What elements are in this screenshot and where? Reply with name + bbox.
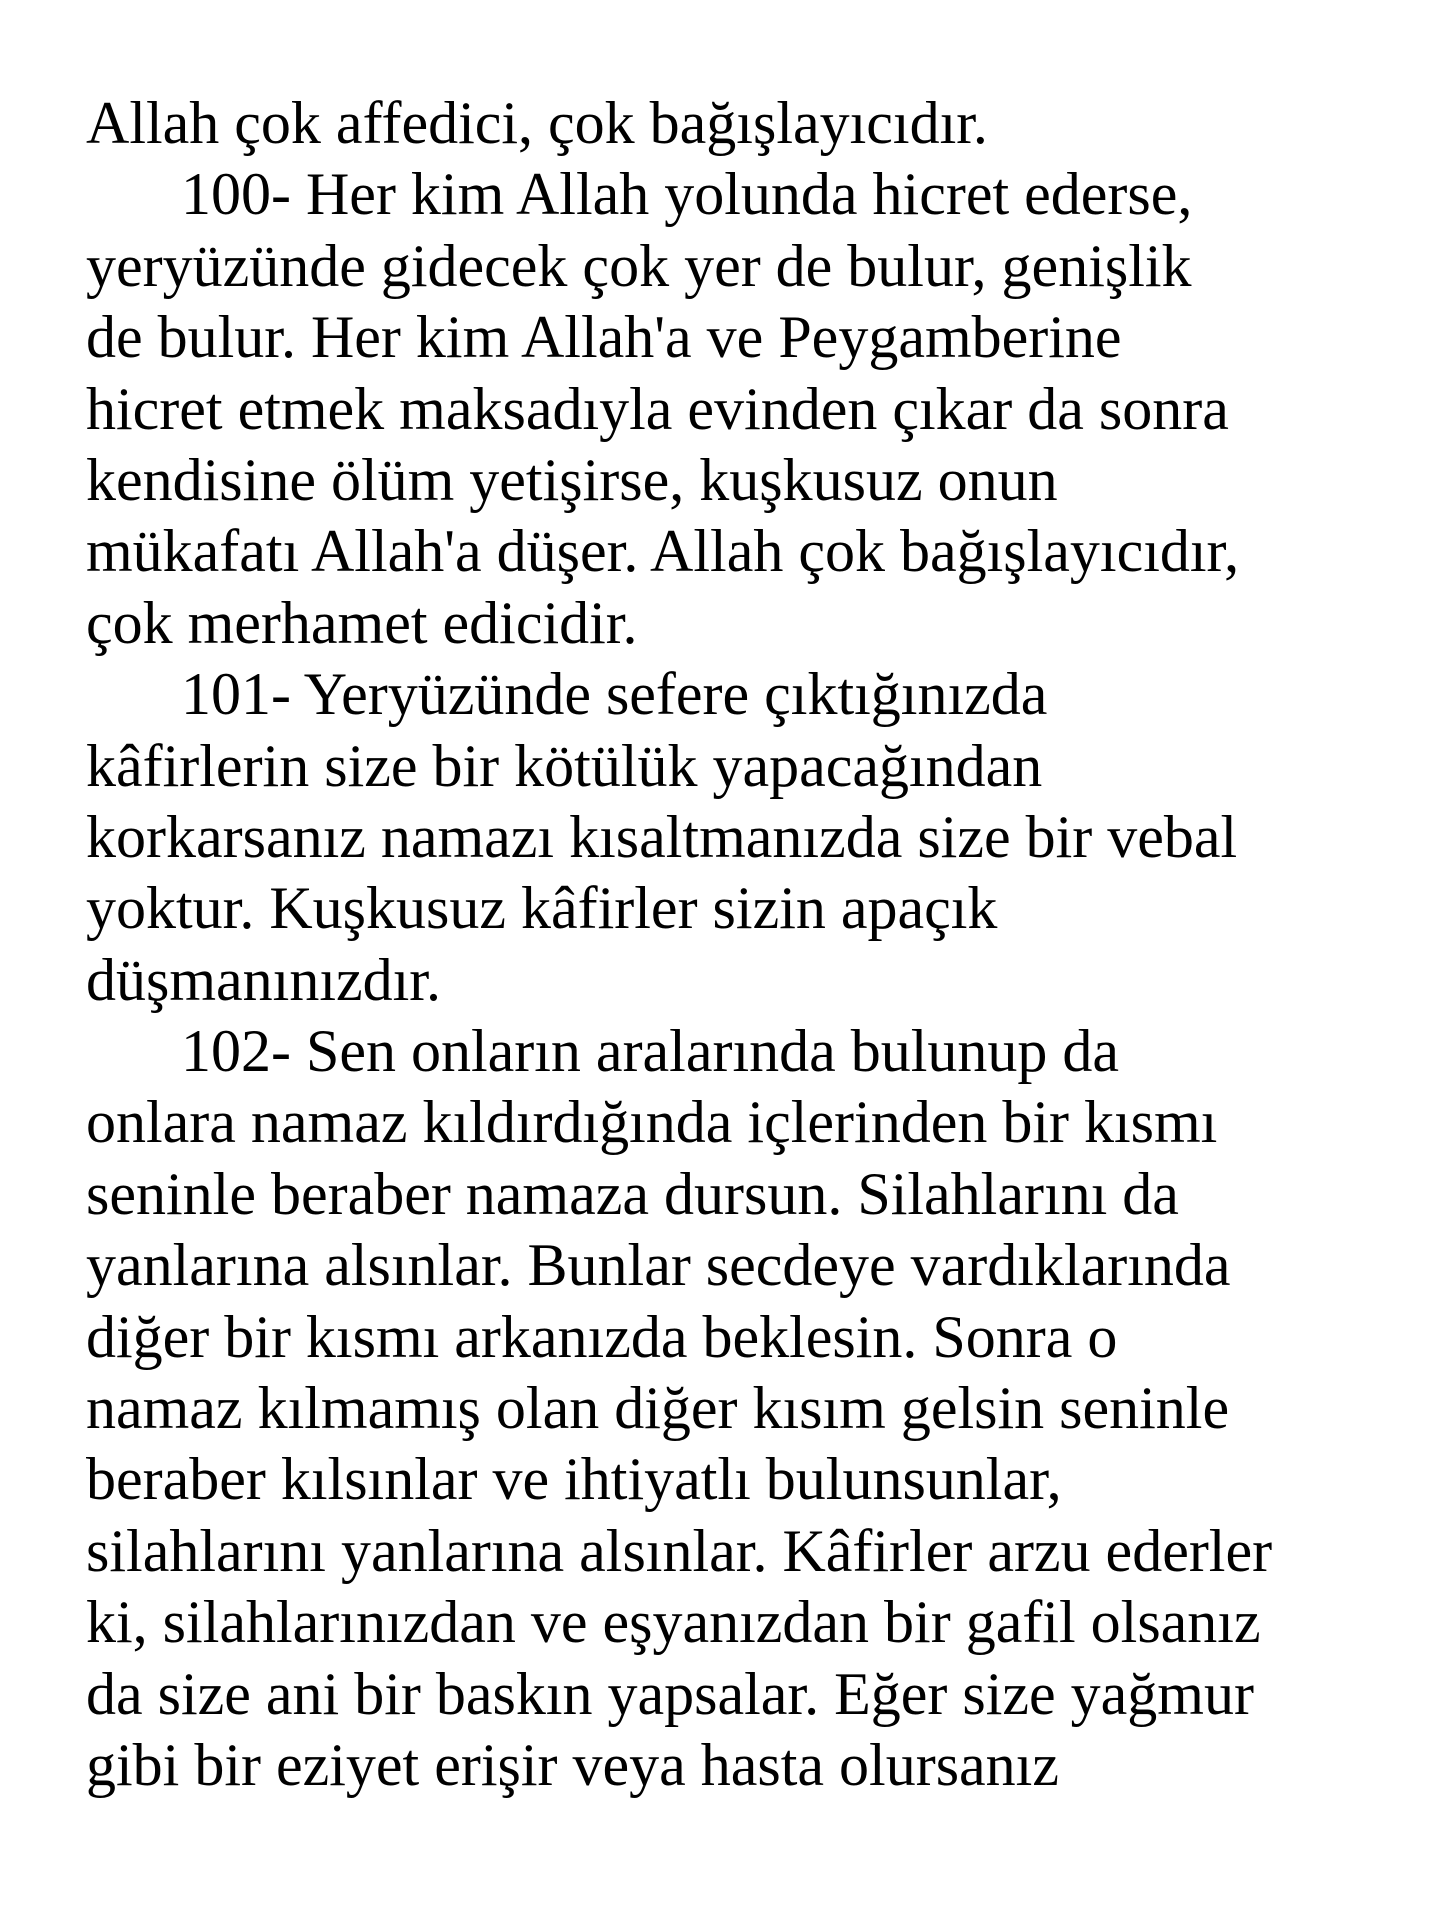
document-body (86, 88, 1406, 1801)
paragraph-first-line: 102- Sen onların aralarında bulunup da (181, 1018, 1120, 1085)
text-line: Allah çok affedici, çok bağışlayıcıdır. (86, 90, 988, 156)
text-line: namaz kılmamış olan diğer kısım gelsin seninle (86, 1375, 1230, 1442)
text-line: da size ani bir baskın yapsalar. Eğer size yağmur (86, 1660, 1254, 1727)
text-line: yoktur. Kuşkusuz kâfirler sizin apaçık (86, 875, 998, 942)
text-line: çok merhamet edicidir. (86, 589, 638, 656)
text-line: ki, silahlarınızdan ve eşyanızdan bir gafil olsanız (86, 1589, 1261, 1656)
text-line: hicret etmek maksadıyla evinden çıkar da sonra (86, 375, 1229, 442)
text-line: onlara namaz kıldırdığında içlerinden bir kısmı (86, 1089, 1218, 1156)
paragraph-first-line: 100- Her kim Allah yolunda hicret ederse, (181, 161, 1193, 228)
text-line: mükafatı Allah'a düşer. Allah çok bağışlayıcıdır, (86, 518, 1240, 585)
text-line: beraber kılsınlar ve ihtiyatlı bulunsunlar, (86, 1446, 1062, 1513)
text-line: yanlarına alsınlar. Bunlar secdeye vardıklarında (86, 1232, 1231, 1299)
text-line: kendisine ölüm yetişirse, kuşkusuz onun (86, 446, 1058, 513)
text-line: silahlarını yanlarına alsınlar. Kâfirler arzu ederler (86, 1517, 1273, 1584)
text-line: gibi bir eziyet erişir veya hasta olursanız (86, 1731, 1059, 1798)
text-line: de bulur. Her kim Allah'a ve Peygamberine (86, 304, 1122, 371)
text-line: düşmanınızdır. (86, 946, 441, 1013)
document-page (86, 88, 1406, 1801)
text-line: seninle beraber namaza dursun. Silahlarını da (86, 1160, 1179, 1227)
text-line: korkarsanız namazı kısaltmanızda size bir vebal (86, 803, 1238, 870)
text-line: diğer bir kısmı arkanızda beklesin. Sonra o (86, 1303, 1118, 1370)
paragraph-first-line: 101- Yeryüzünde sefere çıktığınızda (181, 661, 1048, 728)
text-line: yeryüzünde gidecek çok yer de bulur, genişlik (86, 232, 1192, 299)
text-line: kâfirlerin size bir kötülük yapacağından (86, 732, 1043, 799)
